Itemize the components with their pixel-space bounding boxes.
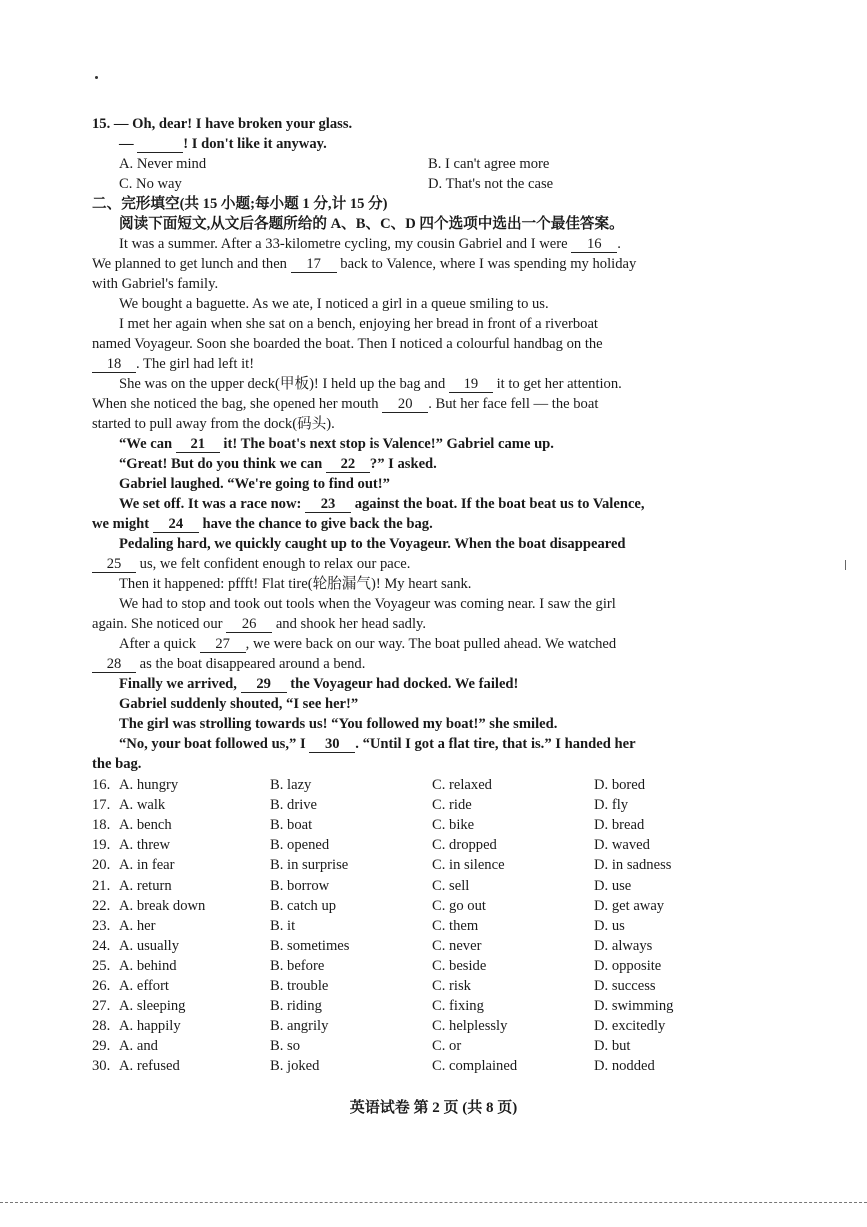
option-d: D. fly <box>594 797 629 814</box>
question-row <box>0 896 867 916</box>
passage-line: 25 us, we felt confident enough to relax our pace. <box>92 554 410 574</box>
option-b: B. it <box>270 917 296 934</box>
option-d: D. opposite <box>594 957 662 974</box>
question-number: 26. <box>92 978 111 994</box>
option-b: B. boat <box>270 817 313 834</box>
option-a: A. happily <box>119 1018 181 1035</box>
blank-27: 27 <box>200 636 246 653</box>
option-c: C. never <box>432 937 482 954</box>
option-d: D. bread <box>594 817 645 834</box>
question-number: 17. <box>92 797 111 814</box>
blank-18: 18 <box>92 356 136 373</box>
passage-line: “No, your boat followed us,” I 30 . “Until I got a flat tire, that is.” I handed her <box>119 736 636 752</box>
option-c: C. helplessly <box>432 1018 508 1035</box>
option-b: B. drive <box>270 797 318 814</box>
passage-line: named Voyageur. Soon she boarded the boat. Then I noticed a colourful handbag on the <box>92 336 603 352</box>
question-number: 29. <box>92 1038 111 1055</box>
passage-line: I met her again when she sat on a bench, enjoying her bread in front of a riverboat <box>119 316 598 332</box>
q15-reply-dash: — <box>119 136 134 152</box>
question-row <box>0 855 867 875</box>
option-a: A. her <box>119 917 156 934</box>
page-footer: 英语试卷 第 2 页 (共 8 页) <box>349 1100 518 1116</box>
passage-line: We planned to get lunch and then 17 back to Valence, where I was spending my holiday <box>92 256 637 272</box>
question-number: 21. <box>92 877 111 894</box>
passage-line: Pedaling hard, we quickly caught up to the Voyageur. When the boat disappeared <box>119 536 626 552</box>
question-row <box>0 1036 867 1056</box>
option-b: B. lazy <box>270 777 312 793</box>
section-heading: 二、完形填空(共 15 小题;每小题 1 分,计 15 分) <box>92 196 388 212</box>
passage-line: The girl was strolling towards us! “You followed my boat!” she smiled. <box>119 716 558 732</box>
option-b: B. joked <box>270 1058 320 1075</box>
option-a: A. break down <box>119 897 206 914</box>
question-number: 19. <box>92 837 111 854</box>
passage-line: “We can 21 it! The boat's next stop is Valence!” Gabriel came up. <box>119 436 554 452</box>
option-a: A. return <box>119 877 172 894</box>
question-row <box>0 876 867 896</box>
option-b: B. opened <box>270 837 330 854</box>
passage-line: 18 . The girl had left it! <box>92 354 254 374</box>
blank-19: 19 <box>449 376 493 393</box>
blank-28: 28 <box>92 656 136 673</box>
option-a: A. threw <box>119 837 171 854</box>
blank-24: 24 <box>153 516 199 533</box>
option-d: D. always <box>594 937 653 954</box>
option-d: D. success <box>594 978 656 994</box>
option-b: B. trouble <box>270 978 329 994</box>
option-d: D. bored <box>594 777 646 793</box>
option-d: D. waved <box>594 837 650 854</box>
q15-blank <box>137 136 183 153</box>
margin-mark <box>845 560 846 570</box>
passage-line: 28 as the boat disappeared around a bend. <box>92 654 365 674</box>
option-a: A. bench <box>119 817 172 834</box>
passage-line: It was a summer. After a 33-kilometre cycling, my cousin Gabriel and I were 16 . <box>119 236 621 252</box>
passage-line: After a quick 27 , we were back on our way. The boat pulled ahead. We watched <box>119 636 617 652</box>
option-a: A. effort <box>119 978 169 994</box>
question-number: 24. <box>92 937 111 954</box>
option-c: C. dropped <box>432 837 497 854</box>
option-a: A. behind <box>119 957 177 974</box>
option-d: D. use <box>594 877 632 894</box>
option-d: D. us <box>594 917 625 934</box>
passage-line: with Gabriel's family. <box>92 276 219 292</box>
question-row <box>0 956 867 976</box>
question-row <box>0 936 867 956</box>
option-b: B. angrily <box>270 1018 329 1035</box>
option-a: A. hungry <box>119 777 179 793</box>
q15-option-d: D. That's not the case <box>428 176 554 192</box>
option-a: A. usually <box>119 937 179 954</box>
passage-line: “Great! But do you think we can 22 ?” I asked. <box>119 456 437 472</box>
blank-29: 29 <box>241 676 287 693</box>
option-c: C. bike <box>432 817 475 834</box>
option-c: C. in silence <box>432 857 505 874</box>
option-a: A. in fear <box>119 857 175 874</box>
option-a: A. sleeping <box>119 998 186 1015</box>
question-number: 23. <box>92 917 111 934</box>
question-row <box>0 976 867 996</box>
passage-line: We bought a baguette. As we ate, I noticed a girl in a queue smiling to us. <box>119 296 549 312</box>
q15-option-c: C. No way <box>119 176 182 192</box>
passage-line: We set off. It was a race now: 23 against the boat. If the boat beat us to Valence, <box>119 496 645 512</box>
option-b: B. before <box>270 957 325 974</box>
option-c: C. fixing <box>432 998 484 1015</box>
question-row <box>0 996 867 1016</box>
blank-30: 30 <box>309 736 355 753</box>
blank-22: 22 <box>326 456 370 473</box>
question-number: 20. <box>92 857 111 874</box>
question-row <box>0 835 867 855</box>
q15-reply-text: ! I don't like it anyway. <box>183 136 327 152</box>
option-c: C. complained <box>432 1058 518 1075</box>
passage-line: we might 24 have the chance to give back the bag. <box>92 516 433 532</box>
question-number: 28. <box>92 1018 111 1035</box>
question-row <box>0 1056 867 1076</box>
blank-26: 26 <box>226 616 272 633</box>
question-number: 25. <box>92 957 111 974</box>
option-c: C. go out <box>432 897 486 914</box>
passage-line: the bag. <box>92 756 142 772</box>
q15-reply <box>119 134 327 154</box>
question-row <box>0 1016 867 1036</box>
question-row <box>0 775 867 795</box>
option-c: C. beside <box>432 957 487 974</box>
option-b: B. sometimes <box>270 937 350 954</box>
option-d: D. nodded <box>594 1058 655 1075</box>
option-c: C. relaxed <box>432 777 492 793</box>
option-c: C. ride <box>432 797 472 814</box>
option-d: D. swimming <box>594 998 674 1015</box>
option-d: D. in sadness <box>594 857 672 874</box>
option-b: B. borrow <box>270 877 330 894</box>
passage-line: When she noticed the bag, she opened her mouth 20 . But her face fell — the boat <box>92 396 599 412</box>
option-b: B. in surprise <box>270 857 349 874</box>
option-c: C. risk <box>432 978 471 994</box>
option-a: A. refused <box>119 1058 180 1075</box>
option-a: A. walk <box>119 797 166 814</box>
bottom-rule <box>0 1202 867 1203</box>
blank-21: 21 <box>176 436 220 453</box>
option-c: C. them <box>432 917 479 934</box>
option-c: C. sell <box>432 877 470 894</box>
scan-speck <box>95 76 98 79</box>
question-row <box>0 795 867 815</box>
option-b: B. riding <box>270 998 322 1015</box>
option-a: A. and <box>119 1038 158 1055</box>
q15-stem: 15. — Oh, dear! I have broken your glass. <box>92 116 353 132</box>
section-instruction: 阅读下面短文,从文后各题所给的 A、B、C、D 四个选项中选出一个最佳答案。 <box>119 216 624 232</box>
passage-line: started to pull away from the dock(码头). <box>92 416 335 432</box>
question-number: 16. <box>92 777 111 793</box>
passage-line: We had to stop and took out tools when the Voyageur was coming near. I saw the girl <box>119 596 616 612</box>
option-b: B. catch up <box>270 897 337 914</box>
option-d: D. excitedly <box>594 1018 666 1035</box>
question-number: 22. <box>92 897 111 914</box>
passage-line: Finally we arrived, 29 the Voyageur had docked. We failed! <box>119 676 519 692</box>
passage-line: again. She noticed our 26 and shook her head sadly. <box>92 616 427 632</box>
passage-line: Gabriel laughed. “We're going to find out!” <box>119 476 390 492</box>
blank-17: 17 <box>291 256 337 273</box>
blank-20: 20 <box>382 396 428 413</box>
question-number: 27. <box>92 998 111 1015</box>
blank-16: 16 <box>571 236 617 253</box>
question-number: 18. <box>92 817 111 834</box>
option-b: B. so <box>270 1038 301 1055</box>
passage-line: Gabriel suddenly shouted, “I see her!” <box>119 696 359 712</box>
question-row <box>0 916 867 936</box>
q15-option-b: B. I can't agree more <box>428 156 550 172</box>
q15-option-a: A. Never mind <box>119 156 207 172</box>
blank-25: 25 <box>92 556 136 573</box>
option-d: D. but <box>594 1038 631 1055</box>
option-d: D. get away <box>594 897 665 914</box>
passage-line: Then it happened: pffft! Flat tire(轮胎漏气)! My heart sank. <box>119 576 472 592</box>
option-c: C. or <box>432 1038 462 1055</box>
blank-23: 23 <box>305 496 351 513</box>
question-number: 30. <box>92 1058 111 1075</box>
passage-line: She was on the upper deck(甲板)! I held up the bag and 19 it to get her attention. <box>119 376 622 392</box>
question-row <box>0 815 867 835</box>
